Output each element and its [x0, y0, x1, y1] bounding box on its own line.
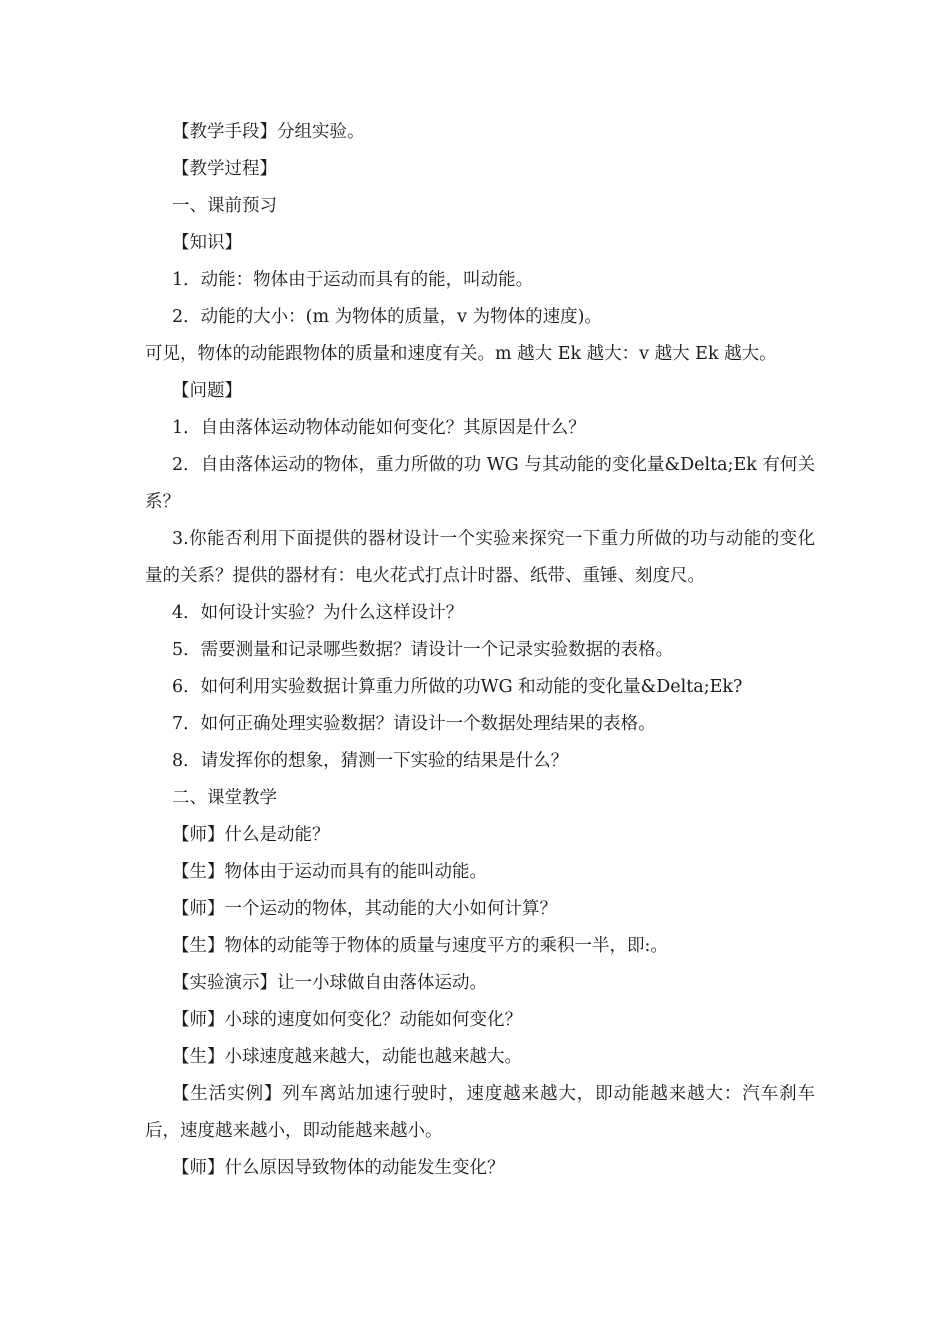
document-body — [145, 114, 815, 1187]
dialogue-teacher-3: 【师】小球的速度如何变化？动能如何变化？ — [172, 1010, 522, 1030]
paragraph-teaching-process: 【教学过程】 — [172, 159, 277, 179]
paragraph-experiment-demo: 【实验演示】让一小球做自由落体运动。 — [172, 973, 487, 993]
dialogue-teacher-1: 【师】什么是动能？ — [172, 825, 330, 845]
paragraph-question-1: 1．自由落体运动物体动能如何变化？其原因是什么？ — [172, 418, 586, 438]
paragraph-knowledge-2: 2．动能的大小：(m 为物体的质量，v 为物体的速度)。 — [172, 307, 602, 327]
paragraph-question-4: 4．如何设计实验？为什么这样设计？ — [172, 603, 464, 623]
dialogue-student-2: 【生】物体的动能等于物体的质量与速度平方的乘积一半，即:。 — [172, 936, 668, 956]
dialogue-teacher-2: 【师】一个运动的物体，其动能的大小如何计算？ — [172, 899, 557, 919]
paragraph-question-5: 5．需要测量和记录哪些数据？请设计一个记录实验数据的表格。 — [172, 640, 674, 660]
paragraph-teaching-means: 【教学手段】分组实验。 — [172, 122, 365, 142]
paragraph-question-8: 8．请发挥你的想象，猜测一下实验的结果是什么？ — [172, 751, 569, 771]
paragraph-question-3: 3.你能否利用下面提供的器材设计一个实验来探究一下重力所做的功与动能的变化量的关系？提供的器材有：电火花式打点计时器、纸带、重锤、刻度尺。 — [145, 529, 815, 586]
dialogue-student-1: 【生】物体由于运动而具有的能叫动能。 — [172, 862, 487, 882]
paragraph-questions-label: 【问题】 — [172, 381, 242, 401]
section-heading-classroom: 二、课堂教学 — [172, 788, 277, 808]
paragraph-question-6: 6．如何利用实验数据计算重力所做的功WG 和动能的变化量&Delta;Ek? — [172, 677, 743, 697]
section-heading-preview: 一、课前预习 — [172, 196, 277, 216]
dialogue-teacher-4: 【师】什么原因导致物体的动能发生变化？ — [172, 1158, 505, 1178]
paragraph-life-example: 【生活实例】列车离站加速行驶时，速度越来越大，即动能越来越大：汽车刹车后，速度越来越小，即动能越来越小。 — [145, 1084, 815, 1141]
paragraph-question-7: 7．如何正确处理实验数据？请设计一个数据处理结果的表格。 — [172, 714, 656, 734]
paragraph-knowledge-label: 【知识】 — [172, 233, 242, 253]
paragraph-question-2: 2．自由落体运动的物体，重力所做的功 WG 与其动能的变化量&Delta;Ek 有何关系？ — [145, 455, 815, 512]
paragraph-knowledge-conclusion: 可见，物体的动能跟物体的质量和速度有关。m 越大 Ek 越大：v 越大 Ek 越大。 — [145, 344, 777, 364]
paragraph-knowledge-1: 1．动能：物体由于运动而具有的能，叫动能。 — [172, 270, 534, 290]
dialogue-student-3: 【生】小球速度越来越大，动能也越来越大。 — [172, 1047, 522, 1067]
